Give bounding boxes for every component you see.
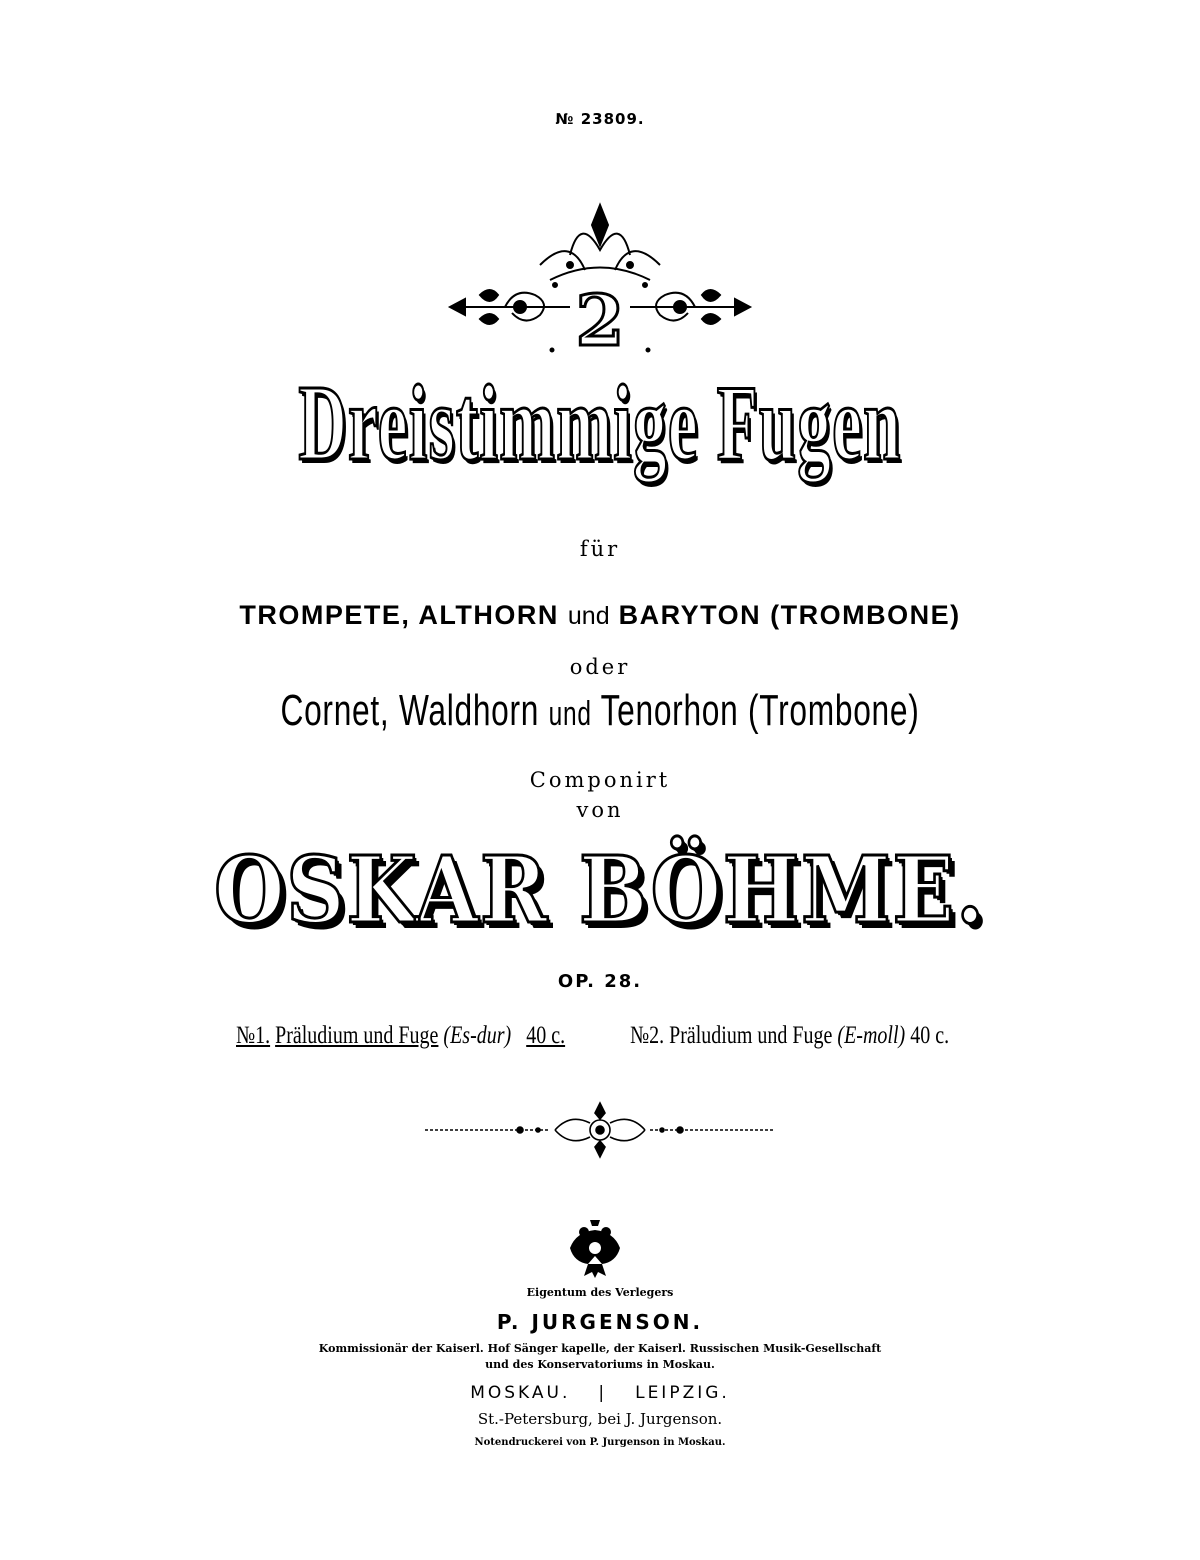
componirt-label: Componirt: [529, 768, 671, 792]
plate-number: № 23809.: [555, 110, 645, 128]
work-title: Präludium und Fuge: [275, 1022, 439, 1049]
appointment-line-1: Kommissionär der Kaiserl. Hof Sänger kapelle, der Kaiserl. Russischen Musik-Gesellschaft: [318, 1342, 882, 1355]
work-price: 40 c.: [526, 1022, 566, 1049]
instruments-primary-und: und: [567, 602, 610, 630]
instruments-alt-und: und: [548, 695, 592, 733]
work-item: [236, 1022, 565, 1050]
city-moskau: MOSKAU.: [470, 1383, 571, 1403]
work-key: (E-moll): [837, 1022, 906, 1049]
work-price: 40 c.: [910, 1022, 950, 1049]
title-ornament: [420, 195, 780, 365]
work-title: Präludium und Fuge: [669, 1022, 833, 1049]
city-separator: |: [598, 1383, 608, 1403]
work-item: [630, 1022, 949, 1050]
von-label: von: [576, 798, 624, 822]
divider-ornament: [420, 1095, 780, 1165]
instruments-primary-part1: TROMPETE, ALTHORN: [239, 600, 559, 630]
opus-number: OP. 28.: [557, 971, 643, 992]
fuer-label: für: [579, 537, 621, 561]
ownership-note: Eigentum des Verlegers: [526, 1286, 674, 1299]
composer-name: OSKAR BÖHME.: [214, 836, 986, 944]
instruments-primary-part2: BARYTON (TROMBONE): [618, 600, 961, 630]
instruments-primary: [0, 600, 1200, 631]
city-leipzig: LEIPZIG.: [635, 1383, 730, 1403]
imperial-eagle-emblem: [566, 1218, 624, 1280]
publisher-cities: [0, 1383, 1200, 1403]
oder-label: oder: [569, 655, 631, 679]
instruments-alt-part2: Tenorhon (Trombone): [600, 686, 920, 735]
stpetersburg-agent: St.-Petersburg, bei J. Jurgenson.: [477, 1410, 723, 1428]
instruments-alternative: [168, 686, 1032, 736]
instruments-alt-part1: Cornet, Waldhorn: [280, 686, 540, 735]
appointment-line-2: und des Konservatoriums in Moskau.: [485, 1358, 715, 1371]
work-number: №1.: [236, 1022, 271, 1049]
printer-note: Notendruckerei von P. Jurgenson in Moskau.: [474, 1437, 726, 1448]
works-list: [0, 1022, 1200, 1062]
page-title: Dreistimmige Fugen: [298, 364, 902, 483]
ornament-number: 2: [575, 279, 625, 362]
work-key: (Es-dur): [443, 1022, 512, 1049]
publisher-name: P. JURGENSON.: [496, 1310, 704, 1334]
work-number: №2.: [630, 1022, 665, 1049]
